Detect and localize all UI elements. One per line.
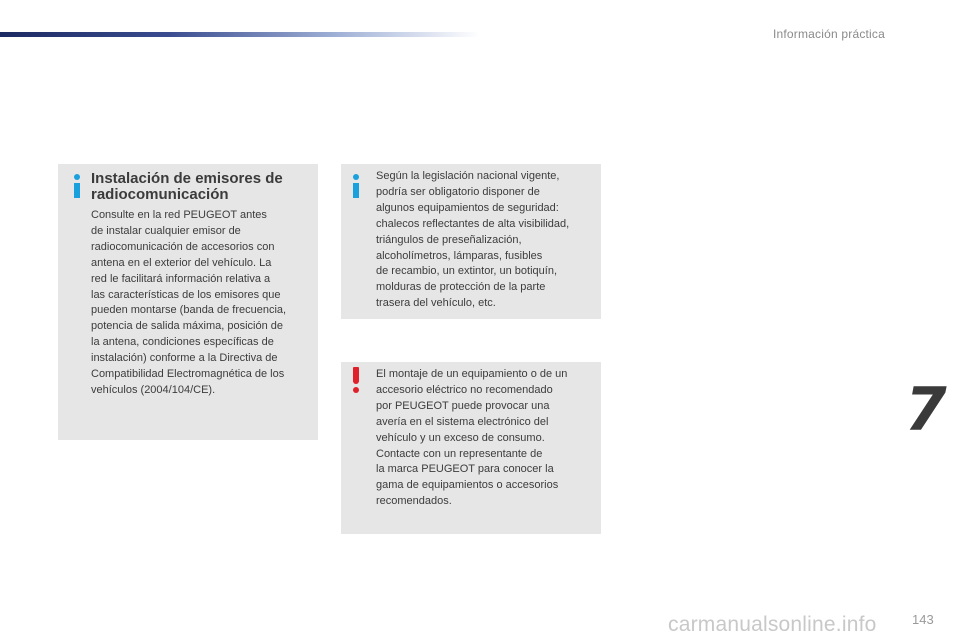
radio-text: Consulte en la red PEUGEOT antes de instalar cualquier emisor de radiocomunicación de accesorios con antena en el exterior del vehículo. La red le facilitará información relativa a las características de los emisores que pueden montarse (banda de frecuencia, potencia de salida máxima, posición de la antena, condiciones específicas de instalación) conforme a la Directiva de Compatibilidad Electromagnética de los vehículos (2004/104/CE). bbox=[91, 209, 287, 396]
electrical-warning-box bbox=[341, 362, 601, 534]
info-icon bbox=[352, 174, 360, 198]
watermark: carmanualsonline.info bbox=[668, 613, 877, 636]
warning-text: El montaje de un equipamiento o de un accesorio eléctrico no recomendado por PEUGEOT puede provocar una avería en el sistema electrónico del vehículo y un exceso de consumo. Contacte con un representante de la marca PEUGEOT para conocer la gama de equipamientos o accesorios recomendados. bbox=[376, 368, 568, 508]
warning-icon bbox=[352, 367, 360, 393]
header-bar bbox=[0, 32, 480, 37]
radio-installation-box bbox=[58, 164, 318, 440]
chapter-number: 7 bbox=[905, 375, 947, 445]
legal-equipment-box bbox=[341, 164, 601, 319]
legal-text: Según la legislación nacional vigente, podría ser obligatorio disponer de algunos equipamientos de seguridad: chalecos reflectantes de alta visibilidad, triángulos de preseñalización, alcoholímetros, lámparas, fusibles de recambio, un extintor, un botiquín, molduras de protección de la parte trasera del vehículo, etc. bbox=[376, 170, 570, 310]
section-title: Información práctica bbox=[772, 27, 885, 41]
info-icon bbox=[73, 174, 81, 198]
radio-heading: Instalación de emisores de radiocomunicación bbox=[91, 170, 283, 203]
page-number: 143 bbox=[912, 612, 934, 627]
